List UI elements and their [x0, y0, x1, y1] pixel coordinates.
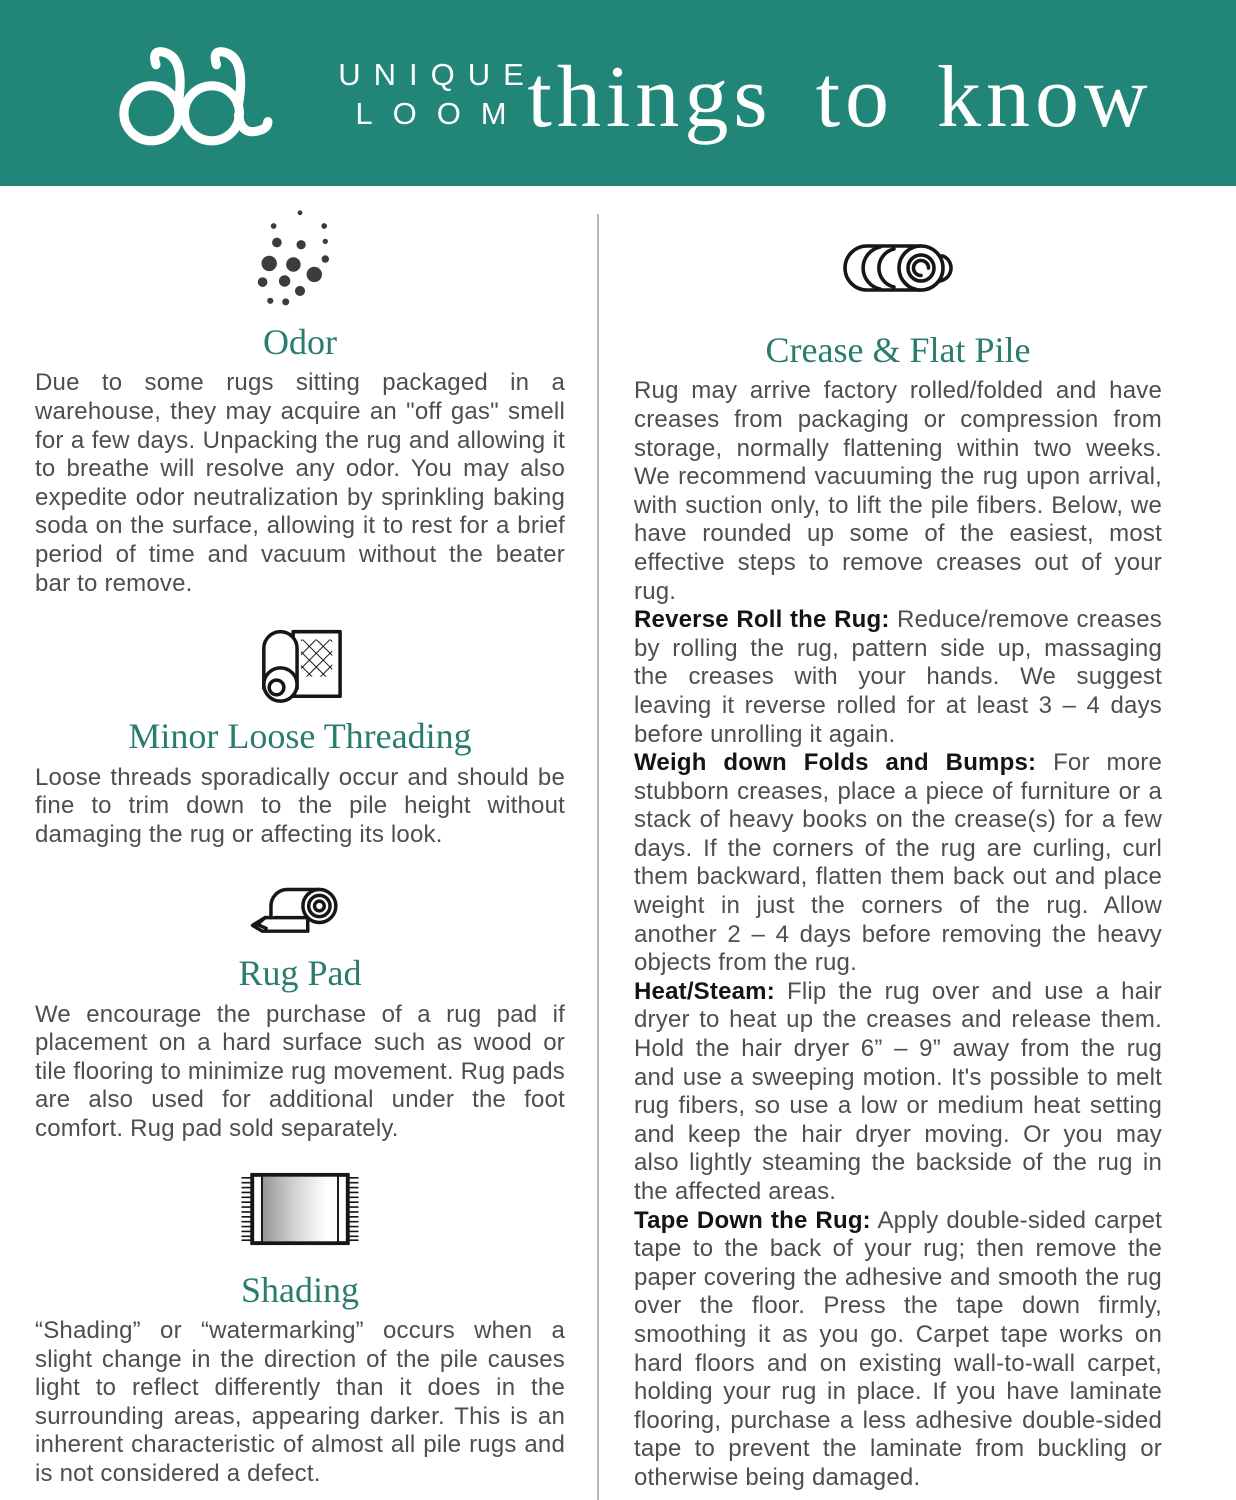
section-body-rug-pad: We encourage the purchase of a rug pad if placement on a hard surface such as wood or tile flooring to minimize rug movement. Rug pads are also used for additional under the foot comfort. Rug pad sold separately.	[35, 1000, 565, 1143]
section-heading-crease-flat-pile: Crease & Flat Pile	[765, 330, 1031, 370]
tip-tape-down-text: Apply double-sided carpet tape to the back of your rug; then remove the paper covering the adhesive and smooth the rug over the floor. Press the tape down firmly, smoothing it as you go. Carpet tape works on hard floors and on existing wall-to-wall carpet, holding your rug in place. If you have laminate flooring, purchase a less adhesive double-sided tape to prevent the laminate from buckling or otherwise being damaged.	[634, 1206, 1163, 1491]
tip-weigh-down-text: For more stubborn creases, place a piece of furniture or a stack of heavy books on the crease(s) for a few days. If the corners of the rug are curling, curl them backward, flatten them back out and place weight in just the corners of the rug. Allow another 2 – 4 days before removing the heavy objects from the rug.	[634, 749, 1162, 977]
section-body-odor: Due to some rugs sitting packaged in a warehouse, they may acquire an "off gas" smell for a few days. Unpacking the rug and allowing it to breathe will resolve any odor. You may also expedite odor neutralization by sprinkling baking soda on the surface, allowing it to rest for a brief period of time and vacuum without the beater bar to remove.	[35, 369, 565, 597]
left-column	[35, 200, 565, 1489]
tip-tape-down	[634, 1207, 1162, 1493]
brand-name-line2: LOOM	[355, 96, 527, 131]
tip-tape-down-label: Tape Down the Rug:	[634, 1206, 871, 1234]
tip-heat-steam-label: Heat/Steam:	[634, 977, 775, 1005]
rolled-rug-side-icon	[634, 242, 1162, 294]
right-column	[634, 200, 1162, 1493]
unique-loom-logo	[100, 40, 300, 150]
section-intro-crease-flat-pile: Rug may arrive factory rolled/folded and have creases from packaging or compression from storage, normally flattening within two weeks. We recommend vacuuming the rug upon arrival, with suction only, to lift the pile fibers. Below, we have rounded up some of the easiest, most effective steps to remove creases out of your rug.	[634, 377, 1162, 605]
rolled-rug-crosshatch-icon	[35, 618, 565, 706]
section-heading-minor-loose-threading: Minor Loose Threading	[128, 716, 472, 757]
header-banner	[0, 0, 1236, 186]
tip-reverse-roll-label: Reverse Roll the Rug:	[634, 606, 890, 634]
tip-weigh-down	[634, 749, 1162, 978]
tip-heat-steam-text: Flip the rug over and use a hair dryer to heat up the creases and release them. Hold the hair dryer 6” – 9” away from the rug and use a sweeping motion. It's possible to melt rug fibers, so use a low or medium heat setting and keep the hair dryer moving. Or you may also lightly steaming the backside of the rug in the affected areas.	[634, 977, 1162, 1206]
fringed-rug-shading-icon	[35, 1170, 565, 1248]
tip-weigh-down-label: Weigh down Folds and Bumps:	[634, 749, 1037, 777]
tip-reverse-roll-text: Reduce/remove creases by rolling the rug, pattern side up, massaging the creases with your hands. We suggest leaving it reverse rolled for at least 3 – 4 days before unrolling it again.	[634, 606, 1162, 748]
tip-reverse-roll	[634, 606, 1162, 749]
section-heading-shading: Shading	[240, 1269, 359, 1310]
tip-heat-steam	[634, 978, 1162, 1207]
rug-pad-roll-icon	[35, 875, 565, 937]
section-heading-rug-pad: Rug Pad	[238, 953, 362, 994]
page-title: things to know	[527, 48, 1153, 146]
odor-dots-icon	[35, 204, 565, 314]
column-divider	[597, 214, 599, 1500]
section-body-shading: “Shading” or “watermarking” occurs when a slight change in the direction of the pile causes light to reflect differently than it does in the surrounding areas, appearing darker. This is an inherent characteristic of almost all pile rugs and is not considered a defect.	[35, 1317, 565, 1488]
section-body-minor-loose-threading: Loose threads sporadically occur and should be fine to trim down to the pile height without damaging the rug or affecting its look.	[35, 763, 565, 848]
section-heading-odor: Odor	[263, 322, 337, 362]
brand-name-line1: UNIQUE	[338, 57, 537, 93]
